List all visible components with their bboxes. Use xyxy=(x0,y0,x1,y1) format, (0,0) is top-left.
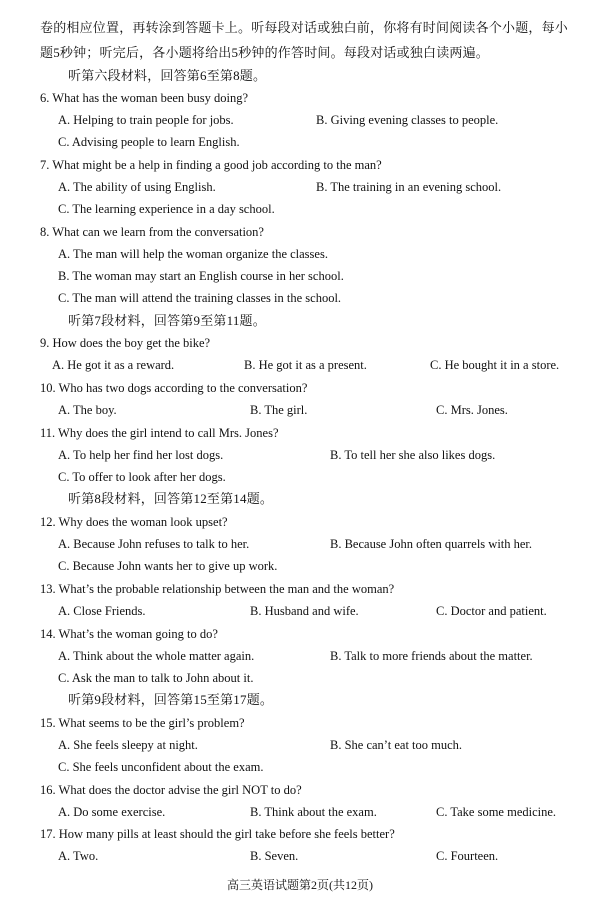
question-16-stem: 16. What does the doctor advise the girl NOT to do? xyxy=(40,783,302,797)
question-7-option-c: C. The learning experience in a day school. xyxy=(58,202,275,216)
instruction-line-1: 卷的相应位置，再转涂到答题卡上。听每段对话或独白前，你将有时间阅读各个小题，每小 xyxy=(40,20,569,35)
question-8-stem: 8. What can we learn from the conversation? xyxy=(40,225,264,239)
question-14-option-a: A. Think about the whole matter again. xyxy=(58,649,255,663)
question-11-option-b: B. To tell her she also likes dogs. xyxy=(330,448,496,462)
question-7-stem: 7. What might be a help in finding a good job according to the man? xyxy=(40,158,382,172)
question-17-option-a: A. Two. xyxy=(58,849,99,863)
section-heading-6: 听第六段材料，回答第6至第8题。 xyxy=(68,68,267,83)
question-13-option-b: B. Husband and wife. xyxy=(250,604,359,618)
question-9-option-a: A. He got it as a reward. xyxy=(52,358,175,372)
question-6-option-b: B. Giving evening classes to people. xyxy=(316,113,499,127)
question-15-stem: 15. What seems to be the girl’s problem? xyxy=(40,716,245,730)
question-17-stem: 17. How many pills at least should the girl take before she feels better? xyxy=(40,827,395,841)
question-12-option-b: B. Because John often quarrels with her. xyxy=(330,537,533,551)
question-10-option-b: B. The girl. xyxy=(250,403,308,417)
section-heading-8: 听第8段材料，回答第12至第14题。 xyxy=(68,491,274,506)
question-12-option-a: A. Because John refuses to talk to her. xyxy=(58,537,250,551)
question-16-option-c: C. Take some medicine. xyxy=(436,805,557,819)
question-11-option-a: A. To help her find her lost dogs. xyxy=(58,448,224,462)
question-14-stem: 14. What’s the woman going to do? xyxy=(40,627,218,641)
question-8-option-a: A. The man will help the woman organize the classes. xyxy=(58,247,328,261)
question-11-stem: 11. Why does the girl intend to call Mrs. Jones? xyxy=(40,426,279,440)
question-6-option-c: C. Advising people to learn English. xyxy=(58,135,240,149)
instruction-line-2: 题5秒钟；听完后，各小题将给出5秒钟的作答时间。每段对话或独白读两遍。 xyxy=(40,45,490,60)
question-6-stem: 6. What has the woman been busy doing? xyxy=(40,91,249,105)
page-footer: 高三英语试题第2页(共12页) xyxy=(227,878,373,892)
question-13-stem: 13. What’s the probable relationship between the man and the woman? xyxy=(40,582,395,596)
question-13-option-a: A. Close Friends. xyxy=(58,604,146,618)
question-17-option-b: B. Seven. xyxy=(250,849,299,863)
question-9-option-b: B. He got it as a present. xyxy=(244,358,367,372)
question-9-option-c: C. He bought it in a store. xyxy=(430,358,560,372)
question-14-option-c: C. Ask the man to talk to John about it. xyxy=(58,671,254,685)
question-16-option-a: A. Do some exercise. xyxy=(58,805,166,819)
question-7-option-a: A. The ability of using English. xyxy=(58,180,216,194)
question-17-option-c: C. Fourteen. xyxy=(436,849,499,863)
question-8-option-c: C. The man will attend the training classes in the school. xyxy=(58,291,342,305)
question-6-option-a: A. Helping to train people for jobs. xyxy=(58,113,234,127)
question-13-option-c: C. Doctor and patient. xyxy=(436,604,547,618)
question-11-option-c: C. To offer to look after her dogs. xyxy=(58,470,226,484)
question-12-stem: 12. Why does the woman look upset? xyxy=(40,515,228,529)
question-15-option-c: C. She feels unconfident about the exam. xyxy=(58,760,264,774)
question-15-option-a: A. She feels sleepy at night. xyxy=(58,738,198,752)
question-16-option-b: B. Think about the exam. xyxy=(250,805,377,819)
question-14-option-b: B. Talk to more friends about the matter. xyxy=(330,649,533,663)
section-heading-7: 听第7段材料，回答第9至第11题。 xyxy=(68,313,266,328)
question-8-option-b: B. The woman may start an English course in her school. xyxy=(58,269,344,283)
question-15-option-b: B. She can’t eat too much. xyxy=(330,738,463,752)
question-10-option-c: C. Mrs. Jones. xyxy=(436,403,508,417)
question-12-option-c: C. Because John wants her to give up work. xyxy=(58,559,278,573)
question-10-stem: 10. Who has two dogs according to the conversation? xyxy=(40,381,308,395)
question-9-stem: 9. How does the boy get the bike? xyxy=(40,336,211,350)
question-7-option-b: B. The training in an evening school. xyxy=(316,180,502,194)
question-10-option-a: A. The boy. xyxy=(58,403,117,417)
section-heading-9: 听第9段材料，回答第15至第17题。 xyxy=(68,692,274,707)
